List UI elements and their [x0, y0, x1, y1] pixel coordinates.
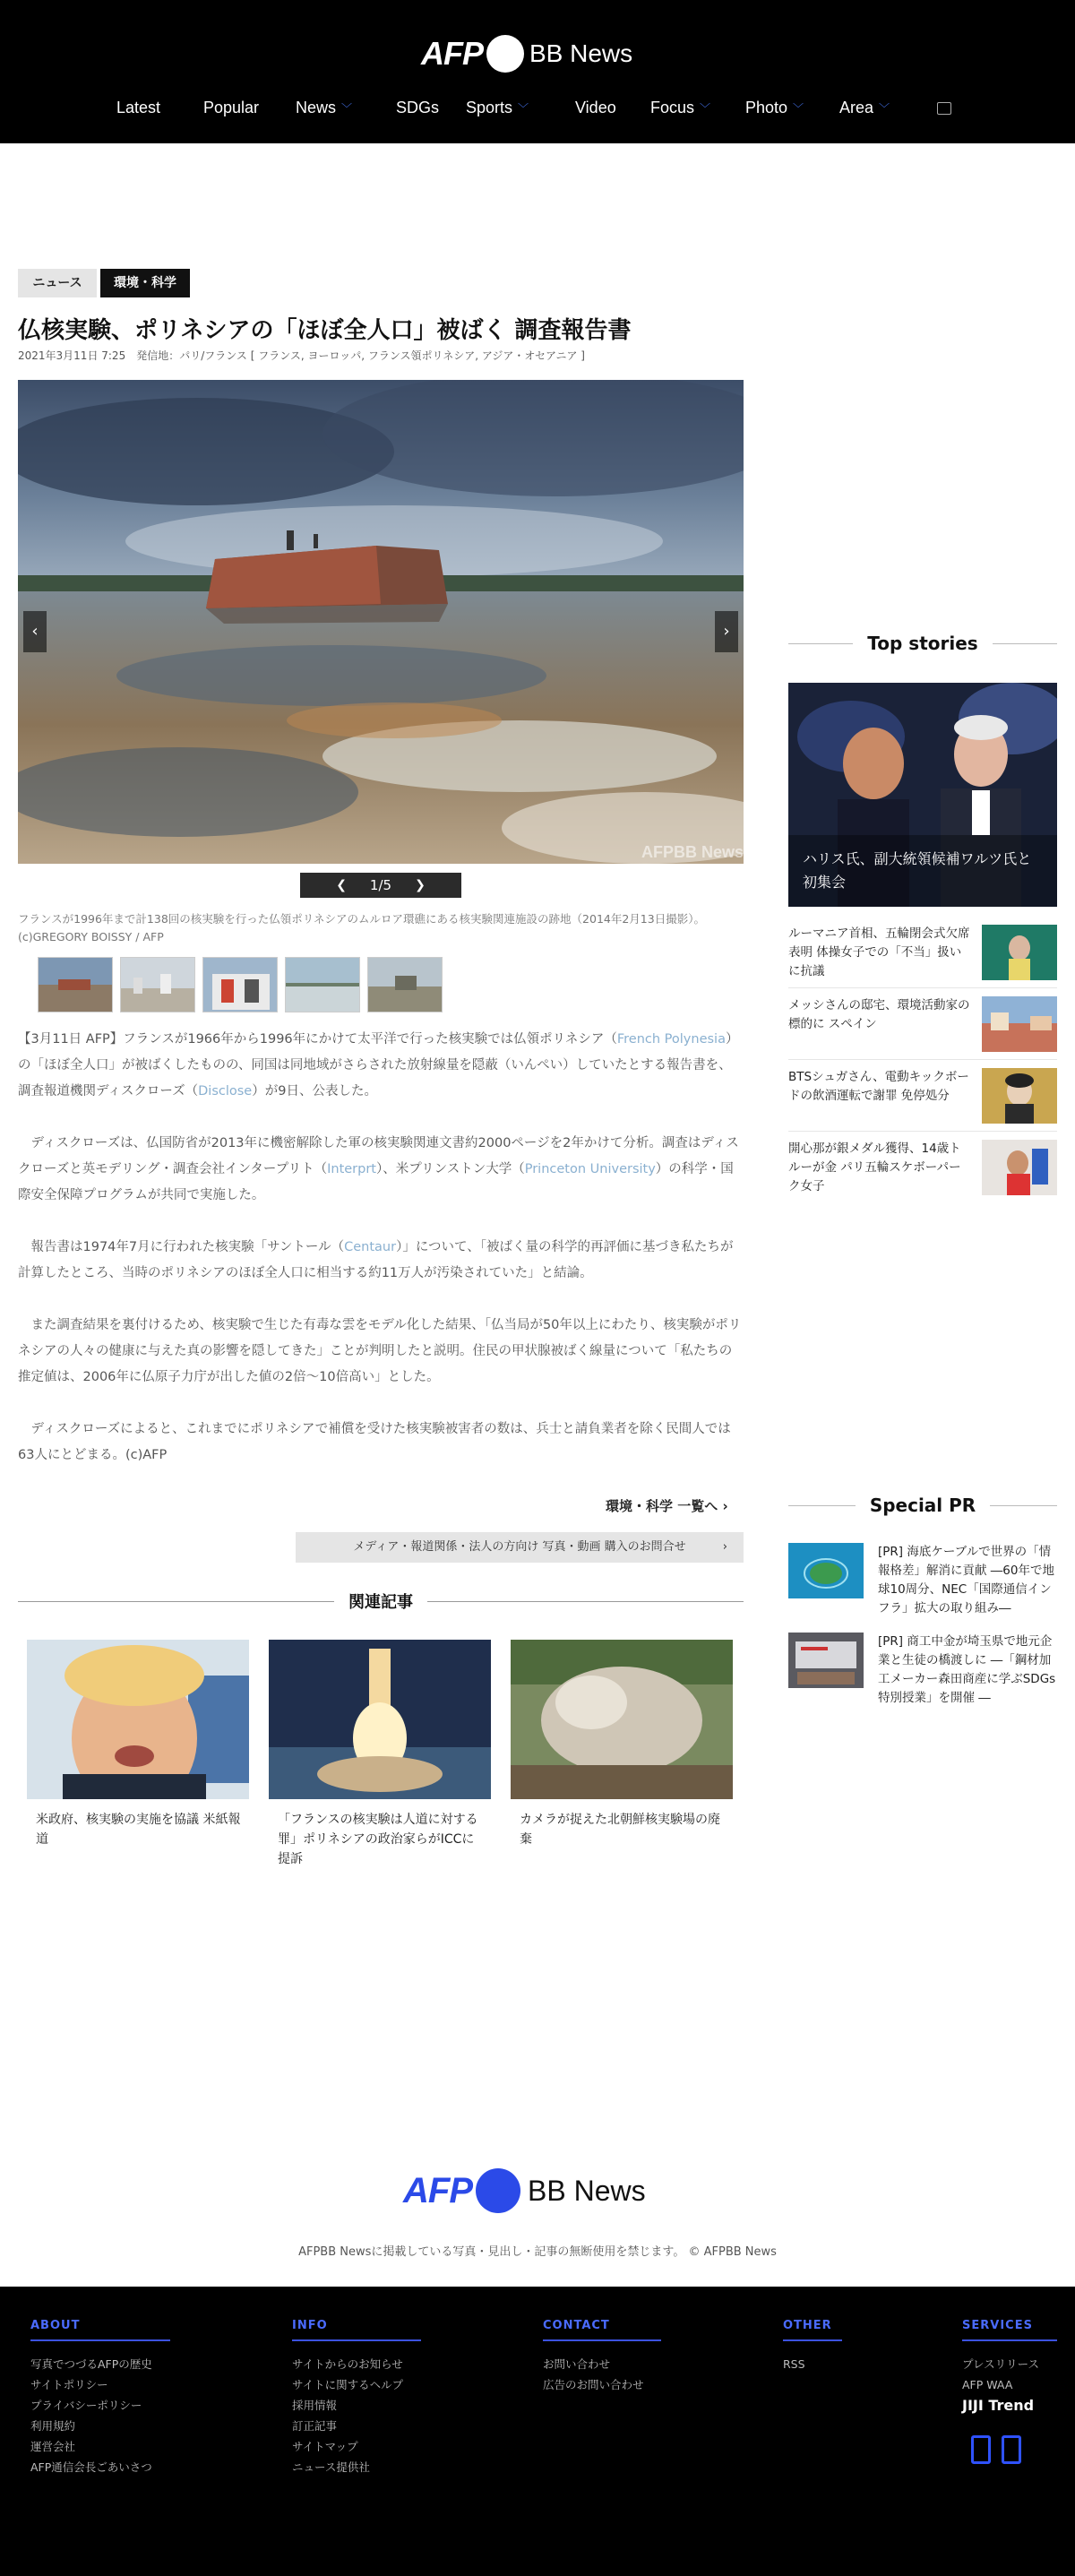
- paragraph-text: ）、米プリンストン大学（: [376, 1162, 525, 1176]
- footer-heading: INFO: [292, 2319, 421, 2341]
- chevron-down-icon: ﹀: [341, 102, 353, 115]
- related-title: カメラが捉えた北朝鮮核実験場の廃棄: [520, 1813, 720, 1847]
- footer-link[interactable]: AFP通信会長ごあいさつ: [30, 2460, 152, 2474]
- nav-video[interactable]: Video: [575, 99, 616, 116]
- top-story-item[interactable]: [788, 1068, 1057, 1106]
- chevron-right-icon: ›: [722, 1498, 728, 1514]
- related-image: [27, 1640, 249, 1799]
- top-story-hero-title: ハリス氏、副大統領候補ワルツ氏と初集会: [803, 850, 1032, 891]
- footer-heading: ABOUT: [30, 2319, 170, 2341]
- nav-sdgs[interactable]: SDGs: [396, 99, 440, 116]
- inline-link[interactable]: Centaur: [344, 1240, 397, 1254]
- media-inquiry-button[interactable]: メディア・報道関係・法人の方向け 写真・動画 購入のお問合せ ›: [296, 1532, 744, 1563]
- site-footer: [0, 2287, 1075, 2576]
- thumbnail[interactable]: [285, 957, 360, 1012]
- inline-link[interactable]: Interprt: [327, 1162, 376, 1176]
- hero-photo: [18, 380, 744, 864]
- paragraph-text: ）の科学・国際安全保障プログラムが共同で実施した。: [18, 1162, 734, 1202]
- footer-col-contact: [543, 2319, 661, 2395]
- social-icon[interactable]: [1002, 2435, 1021, 2464]
- paragraph-text: 報告書は1974年7月に行われた核実験「サントール（: [18, 1240, 345, 1254]
- nav-focus[interactable]: Focus ﹀: [650, 99, 711, 116]
- pager-count: 1/5: [369, 877, 392, 893]
- article-meta: 2021年3月11日 7:25 発信地：パリ/フランス [ フランス, ヨーロッパ, フランス領ポリネシア, アジア・オセアニア ]: [18, 349, 585, 362]
- article-title: 仏核実験、ポリネシアの「ほぼ全人口」被ばく 調査報告書: [18, 317, 632, 344]
- hero-prev-button[interactable]: ‹: [23, 611, 47, 652]
- top-story-title: ルーマニア首相、五輪閉会式欠席表明 体操女子での「不当」扱いに抗議: [788, 926, 970, 978]
- jiji-trend-logo[interactable]: JIJI Trend: [962, 2397, 1035, 2414]
- pr-title: [PR] 商工中金が埼玉県で地元企業と生徒の橋渡しに ―「鋼材加工メーカー森田商産に学ぶSDGs特別授業」を開催 ―: [878, 1634, 1056, 1705]
- chevron-down-icon: ﹀: [518, 102, 529, 115]
- footer-logo-afp: AFP: [403, 2170, 472, 2210]
- footer-link[interactable]: 運営会社: [30, 2440, 76, 2453]
- language-icon[interactable]: [937, 102, 951, 115]
- footer-link[interactable]: サイトマップ: [292, 2440, 358, 2453]
- chevron-down-icon: ﹀: [879, 102, 890, 115]
- top-story-title: BTSシュガさん、電動キックボードの飲酒運転で謝罪 免停処分: [788, 1070, 969, 1103]
- footer-link[interactable]: AFP WAA: [962, 2378, 1013, 2391]
- afpbb-watermark: AFPBB News: [641, 843, 744, 861]
- related-card[interactable]: [27, 1640, 249, 1869]
- article-hero-image: [18, 380, 744, 864]
- footer-heading: SERVICES: [962, 2319, 1057, 2341]
- nav-photo[interactable]: Photo ﹀: [745, 99, 804, 116]
- inline-link[interactable]: Disclose: [198, 1084, 253, 1098]
- nav-popular[interactable]: Popular: [203, 99, 260, 116]
- pr-title: [PR] 海底ケーブルで世界の「情報格差」解消に貢献 ―60年で地球10周分、NEC「国際通信インフラ」拡大の取り組み―: [878, 1545, 1054, 1615]
- paragraph-text: ）」について、「被ばく量の科学的再評価に基づき私たちが計算したところ、当時のポリネシアのほぼ全人口に相当する約11万人が汚染されていた」と結論。: [18, 1240, 734, 1280]
- special-pr-heading: Special PR: [788, 1495, 1057, 1516]
- inline-link[interactable]: Princeton University: [524, 1162, 656, 1176]
- nav-news[interactable]: News ﹀: [296, 99, 353, 116]
- article-paragraph: [18, 1313, 744, 1391]
- hero-next-button[interactable]: ›: [715, 611, 738, 652]
- article-paragraph: [18, 1235, 744, 1287]
- paragraph-text: ディスクローズは、仏国防省が2013年に機密解除した軍の核実験関連文書約2000ページを2年かけて分析。調査はディスクローズと英モデリング・調査会社インタープリト（: [18, 1136, 739, 1176]
- nav-sports[interactable]: Sports ﹀: [466, 99, 529, 116]
- footer-logo[interactable]: [403, 2168, 646, 2213]
- footer-link[interactable]: サイトに関するヘルプ: [292, 2378, 404, 2391]
- top-story-item[interactable]: [788, 996, 1057, 1034]
- footer-link[interactable]: プレスリリース: [962, 2357, 1040, 2371]
- paragraph-text: また調査結果を裏付けるため、核実験で生じた有毒な雲をモデル化した結果、「仏当局が50年以上にわたり、核実験がポリネシアの人々の健康に与えた真の影響を隠してきた」ことが判明したと説明。住民の甲状腺被ばく線量について「私たちの推定値は、2006年に仏原子力庁が出した値の2倍～10倍高い」とした。: [18, 1318, 742, 1384]
- thumbnail[interactable]: [38, 957, 113, 1012]
- chevron-down-icon: ﹀: [793, 102, 804, 115]
- top-story-thumb: [982, 996, 1057, 1052]
- top-story-item[interactable]: [788, 1140, 1057, 1196]
- footer-link[interactable]: サイトからのお知らせ: [292, 2357, 403, 2371]
- footer-logo-bb: BB News: [528, 2174, 646, 2207]
- footer-link[interactable]: 写真でつづるAFPの歴史: [30, 2357, 152, 2371]
- site-header: [0, 0, 1075, 143]
- inline-link[interactable]: French Polynesia: [616, 1032, 726, 1047]
- paragraph-text: 【3月11日 AFP】フランスが1966年から1996年にかけて太平洋で行った核実験では仏領ポリネシア（: [18, 1032, 617, 1047]
- image-caption: フランスが1996年まで計138回の核実験を行った仏領ポリネシアのムルロア環礁にある核実験関連施設の跡地（2014年2月13日撮影）。(c)GREGORY BOISSY / AFP: [18, 912, 705, 943]
- paragraph-text: ）の「ほぼ全人口」が被ばくしたものの、同国は同地域がさらされた放射線量を隠蔽（いんぺい）していたとする報告書を、調査報道機関ディスクローズ（: [18, 1032, 739, 1098]
- footer-heading: CONTACT: [543, 2319, 661, 2341]
- top-story-hero[interactable]: [788, 683, 1057, 907]
- article-paragraph: [18, 1027, 744, 1105]
- thumbnail[interactable]: [120, 957, 195, 1012]
- divider: [788, 1131, 1057, 1132]
- social-icon[interactable]: [971, 2435, 991, 2464]
- footer-link[interactable]: ニュース提供社: [292, 2460, 370, 2474]
- top-story-item[interactable]: [788, 925, 1057, 981]
- top-story-thumb: [982, 1068, 1057, 1124]
- related-title: 「フランスの核実験は人道に対する罪」ポリネシアの政治家らがICCに提訴: [278, 1813, 478, 1866]
- tag-news[interactable]: ニュース: [18, 269, 97, 297]
- chevron-right-icon: ›: [722, 1540, 727, 1554]
- category-list-link[interactable]: 環境・科学 一覧へ ›: [606, 1498, 728, 1514]
- top-story-thumb: [982, 1140, 1057, 1195]
- related-articles: [27, 1640, 733, 1869]
- footer-link[interactable]: サイトポリシー: [30, 2378, 108, 2391]
- related-title: 米政府、核実験の実施を協議 米紙報道: [36, 1813, 241, 1847]
- footer-col-about: [30, 2319, 170, 2477]
- related-image: [269, 1640, 491, 1799]
- footer-col-info: [292, 2319, 421, 2477]
- thumbnail[interactable]: [202, 957, 278, 1012]
- related-image: [511, 1640, 733, 1799]
- nav-latest[interactable]: Latest: [116, 99, 161, 116]
- main-nav: [0, 99, 1075, 125]
- footer-link[interactable]: プライバシーポリシー: [30, 2399, 142, 2412]
- top-story-title: 開心那が銀メダル獲得、14歳トルーが金 パリ五輪スケボーパーク女子: [788, 1142, 961, 1193]
- footer-link[interactable]: 訂正記事: [292, 2419, 338, 2433]
- footer-link[interactable]: 採用情報: [292, 2399, 338, 2412]
- divider: [788, 987, 1057, 988]
- logo-afp-text: AFP: [421, 35, 483, 72]
- paragraph-text: ）が9日、公表した。: [252, 1084, 377, 1098]
- image-pager: [300, 873, 461, 898]
- logo-circle: [486, 35, 524, 73]
- related-card[interactable]: [269, 1640, 491, 1869]
- footer-col-other: [783, 2319, 842, 2374]
- paragraph-text: ディスクローズによると、これまでにポリネシアで補償を受けた核実験被害者の数は、兵士と請負業者を除く民間人では63人にとどまる。(c)AFP: [18, 1422, 731, 1462]
- chevron-down-icon: ﹀: [700, 102, 711, 115]
- logo-bb-text: BB News: [529, 39, 633, 67]
- related-card[interactable]: [511, 1640, 733, 1869]
- footer-logo-circle: [476, 2168, 520, 2213]
- article-tags: [18, 269, 190, 297]
- thumbnail-strip: [38, 957, 443, 1012]
- article-paragraph: [18, 1417, 744, 1469]
- site-logo[interactable]: [421, 34, 632, 73]
- divider: [788, 1059, 1057, 1060]
- thumbnail[interactable]: [367, 957, 443, 1012]
- top-stories-heading: Top stories: [788, 633, 1057, 654]
- related-heading: 関連記事: [18, 1590, 744, 1613]
- pager-prev-icon[interactable]: ❮: [336, 878, 347, 892]
- copyright-notice: AFPBB Newsに掲載している写真・見出し・記事の無断使用を禁じます。 © AFPBB News: [298, 2245, 777, 2259]
- top-story-thumb: [982, 925, 1057, 980]
- tag-category[interactable]: 環境・科学: [100, 269, 190, 297]
- article-paragraph: [18, 1131, 744, 1209]
- footer-link[interactable]: お問い合わせ: [543, 2357, 611, 2371]
- top-story-title: メッシさんの邸宅、環境活動家の標的に スペイン: [788, 998, 970, 1031]
- pr-thumb: [788, 1633, 864, 1688]
- footer-heading: OTHER: [783, 2319, 842, 2341]
- footer-link[interactable]: RSS: [783, 2357, 805, 2371]
- nav-area[interactable]: Area ﹀: [839, 99, 890, 116]
- pager-next-icon[interactable]: ❯: [415, 878, 426, 892]
- pr-thumb: [788, 1543, 864, 1598]
- article-body: [18, 1027, 744, 1495]
- footer-link[interactable]: 利用規約: [30, 2419, 76, 2433]
- footer-col-services: [962, 2319, 1057, 2416]
- footer-link[interactable]: 広告のお問い合わせ: [543, 2378, 644, 2391]
